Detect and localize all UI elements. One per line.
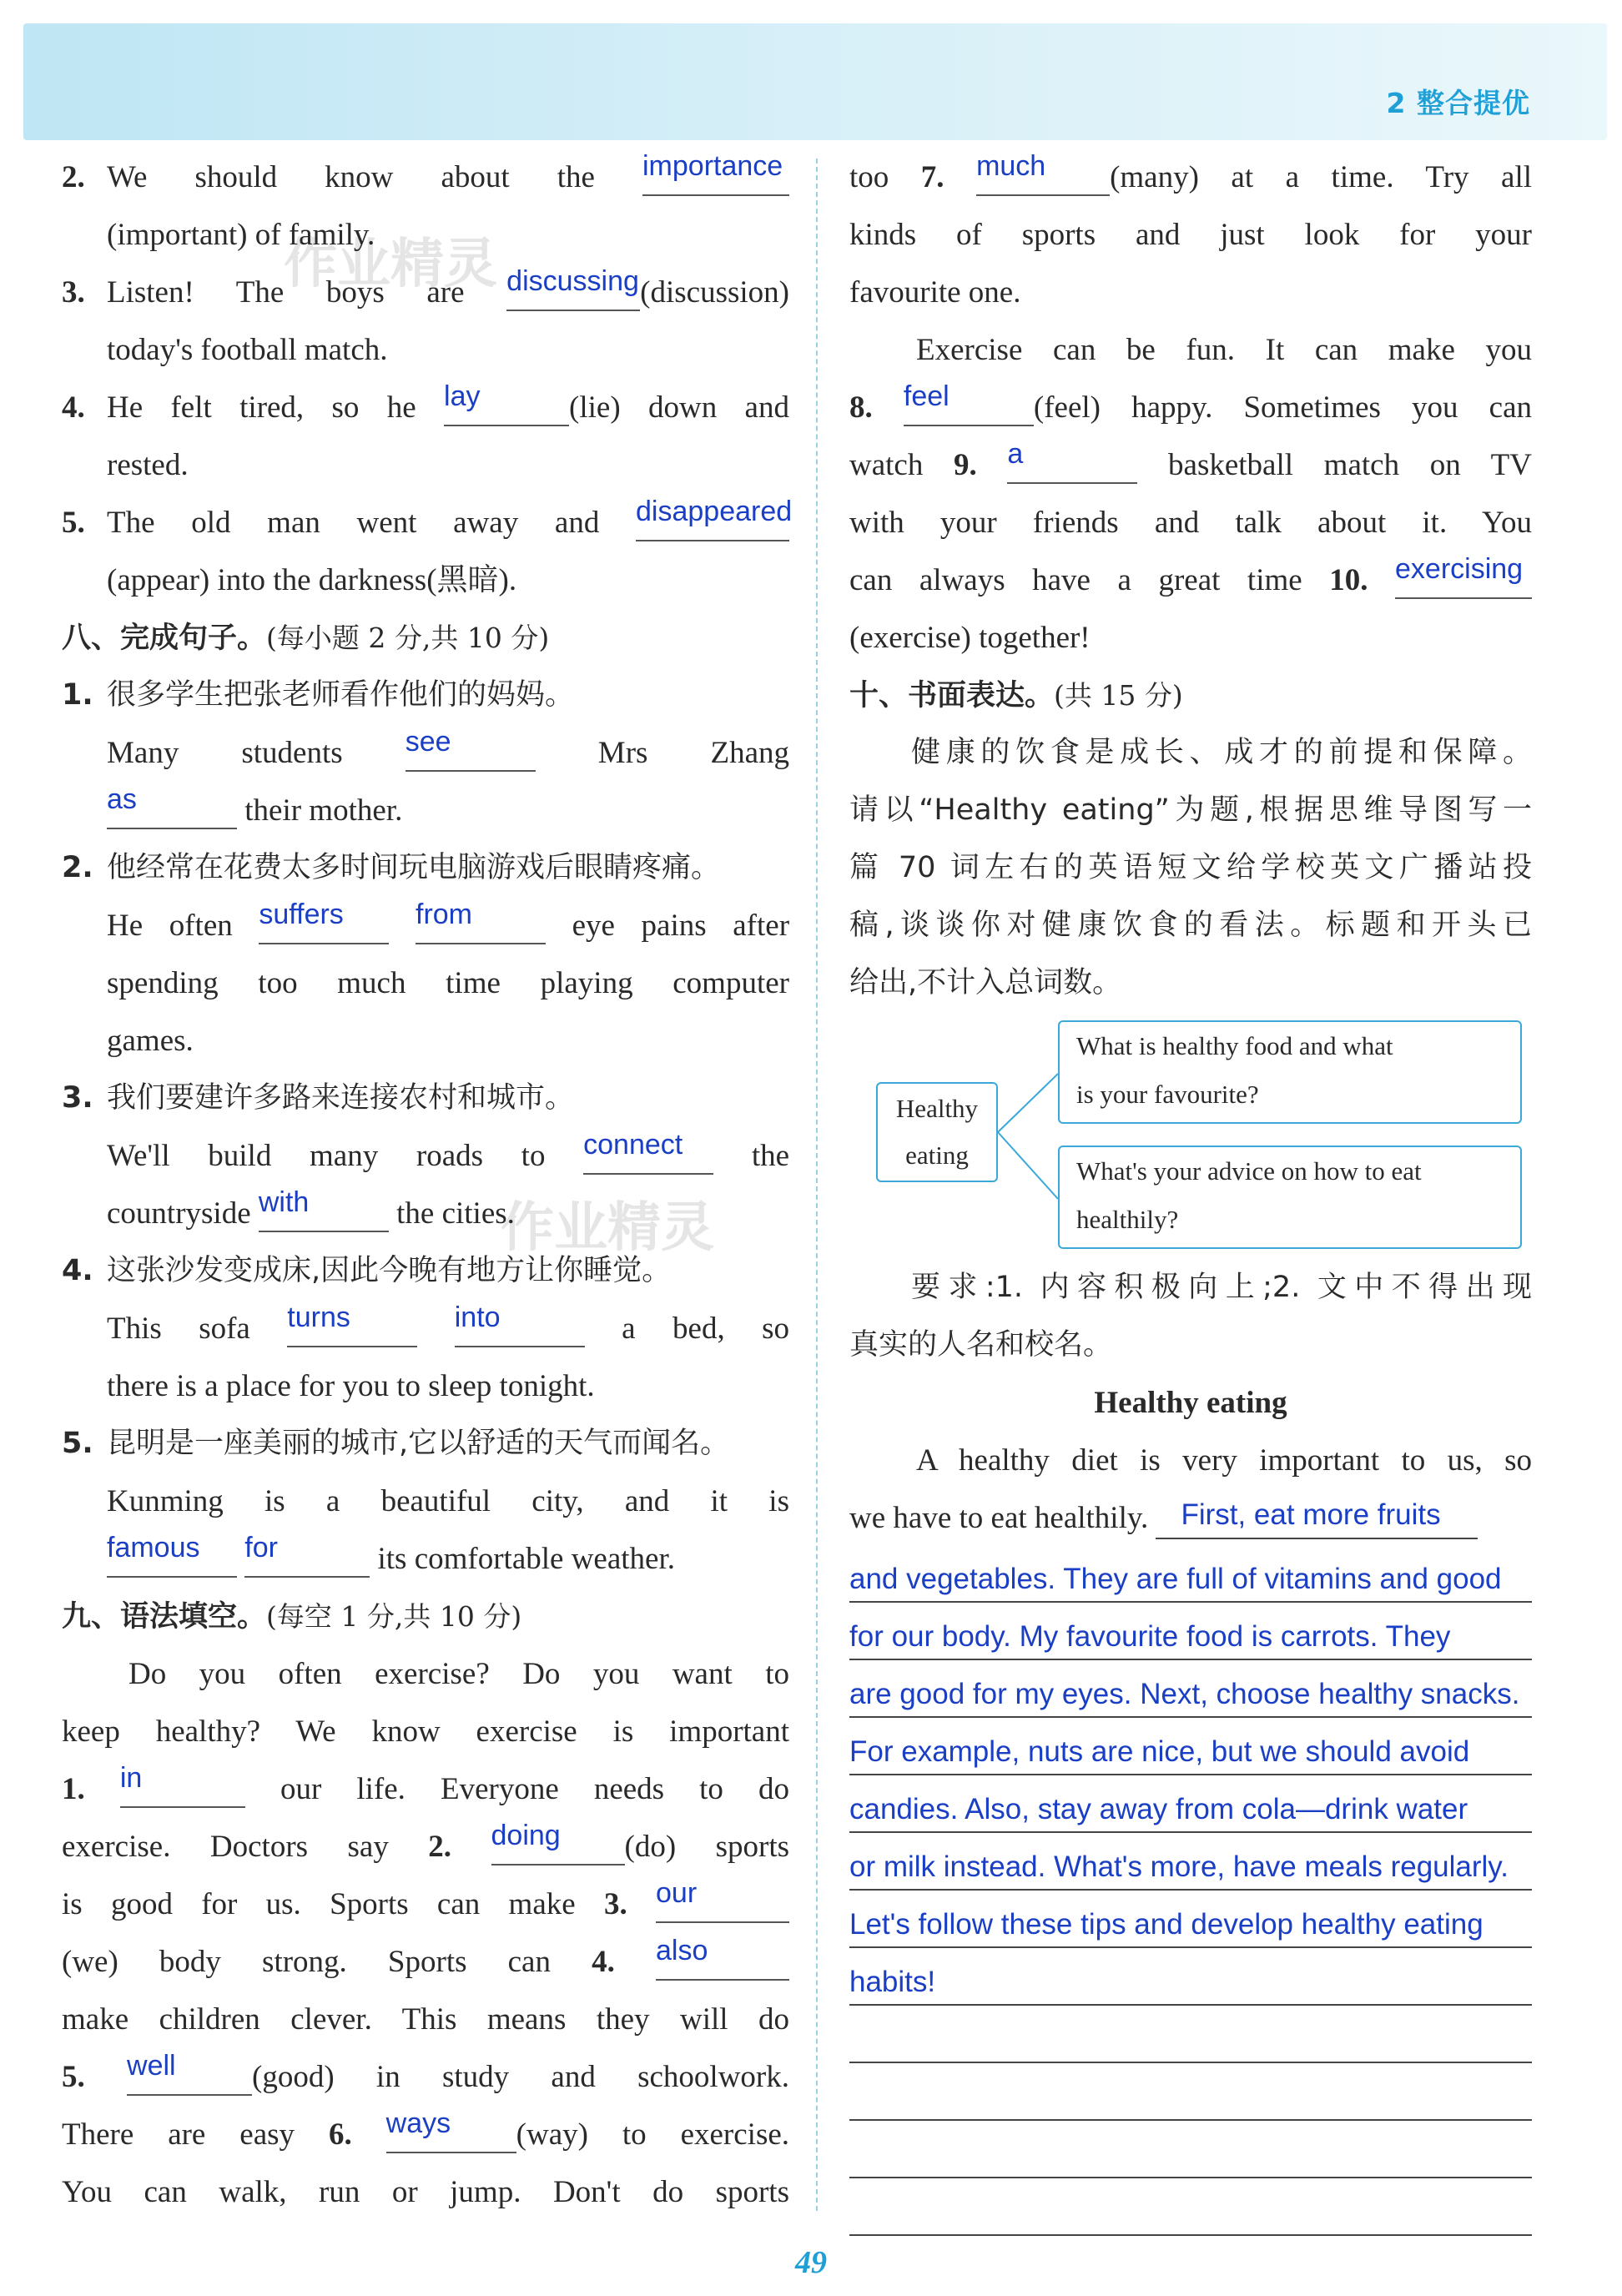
watermark: 作业精灵 [501,1197,714,1259]
right-column: too 7. much (many) at a time. Try all kinds of sports and just look for your favourite one. Exercise can be fun. It can make you 8. feel (feel) happy. Sometimes you can watch 9. a basketball match on TV with your friends and talk about it. You can always have a great time 10. exercising (exercise) together! 十、书面表达。(共 15 分) 健康的饮食是成长、成才的前提和保障。 请以“Healthy eating”为题,根据思维导图写一 篇 70 词左右的英语短文给学校英文广播站投 稿,谈谈你对健康饮食的看法。标题和开头已 给出,不计入总词数。 Healthy eating What is healthy food and what is your favourite? What's your advice on how to eat healthily? 要求:1. 内容积极向上;2. 文中不得出现 真实的人名和校名。 Healthy eating A healthy diet is very important to us, so we have to eat healthily. First, eat more fruits and vegetables. They are full of vitamins and good for our body. My favourite food is carrots. They are good for my eyes. Next, choose healthy snacks. For example, nuts are nice, but we should avoid candies. Also, stay away from cola—drink water or milk instead. What's more, have meals regularly. Let's follow these tips and develop healthy eating habits! [849,149,1532,2236]
exercise-line: Many students see Mrs Zhang [107,726,789,770]
exercise-line: there is a place for you to sleep tonight. [107,1369,595,1403]
answer-blank[interactable]: a [1007,446,1137,484]
essay-line[interactable]: candies. Also, stay away from cola—drink water [849,1775,1532,1833]
page-number: 49 [795,2245,827,2280]
section-heading: 十、书面表达。(共 15 分) [849,679,1183,712]
essay-line[interactable]: are good for my eyes. Next, choose healthy snacks. [849,1660,1532,1718]
header-banner [23,23,1607,140]
exercise-line: famous for its comfortable weather. [107,1532,676,1576]
essay-line[interactable]: or milk instead. What's more, have meals regularly. [849,1833,1532,1891]
section-heading: 八、完成句子。(每小题 2 分,共 10 分) [62,622,550,655]
answer-blank[interactable]: connect [583,1136,713,1175]
grammar-passage: Do you often exercise? Do you want to keep healthy? We know exercise is important 1. in our life. Everyone needs to do exercise. Doctors say 2. doing (do) sports is good for us. Sports can make 3. our (we) body strong. Sports can 4. also make children clever. This means they will do 5. well (good) in study and schoolwork. There are easy 6. ways (way) to exercise. You can walk, run or jump. Don't do sports [62,1657,790,2209]
answer-blank[interactable]: importance [642,158,789,196]
answer-blank[interactable]: for [244,1539,370,1578]
requirements: 要求:1. 内容积极向上;2. 文中不得出现 [911,1271,1532,1304]
exercise-line: This sofa turns into a bed, so [107,1302,790,1346]
exercise-line: 3. 我们要建许多路来连接农村和城市。 [62,1081,575,1115]
exercise-line: games. [107,1024,194,1058]
section-label: 2 整合提优 [1386,87,1530,119]
essay-line[interactable] [849,2178,1532,2236]
watermark: 作业精灵 [284,234,497,295]
answer-blank[interactable]: doing [491,1827,625,1866]
writing-prompt: 健康的饮食是成长、成才的前提和保障。 [911,736,1532,769]
exercise-line: 2. We should know about the importance [107,149,789,206]
essay-line[interactable]: and vegetables. They are full of vitamins and good [849,1545,1532,1603]
exercise-line: 4. 这张沙发变成床,因此今晚有地方让你睡觉。 [62,1254,672,1287]
left-column [62,149,793,2221]
essay-title: Healthy eating [1094,1386,1287,1420]
essay-line[interactable]: we have to eat healthily. First, eat more fruits [849,1489,1532,1545]
exercise-line: as their mother. [107,783,403,828]
column-divider [816,159,818,2211]
exercise-line: 3. Listen! The boys are discussing(discussion) [62,265,789,310]
essay-line[interactable]: Let's follow these tips and develop healthy eating [849,1891,1532,1948]
answer-blank[interactable]: with [259,1194,389,1232]
mind-map-question-2: What's your advice on how to eat healthily? [1058,1145,1522,1249]
exercise-line: (important) of family. [107,218,375,252]
exercise-line: countryside with the cities. [107,1186,515,1231]
section-heading: 九、语法填空。(每空 1 分,共 10 分) [62,1600,522,1634]
exercise-line: today's football match. [107,333,388,367]
answer-blank[interactable]: suffers [259,906,389,944]
essay-line[interactable]: habits! [849,1948,1532,2006]
answer-blank[interactable]: ways [386,2115,516,2153]
exercise-line: He often suffers from eye pains after [107,899,790,943]
answer-blank[interactable]: feel [904,388,1034,426]
mind-map [849,1019,1532,1234]
essay-line[interactable] [849,2063,1532,2121]
answer-blank[interactable]: exercising [1395,561,1532,599]
exercise-line: 5. 昆明是一座美丽的城市,它以舒适的天气而闻名。 [62,1427,730,1460]
answer-blank[interactable]: disappeared [636,503,789,541]
mind-map-center: Healthy eating [876,1082,998,1182]
answer-blank[interactable]: discussing [506,273,640,311]
answer-blank[interactable]: in [120,1770,245,1808]
essay-line[interactable]: for our body. My favourite food is carrots. They [849,1603,1532,1660]
exercise-line: rested. [107,448,189,482]
answer-blank[interactable]: also [656,1942,789,1981]
exercise-line: spending too much time playing computer [107,966,789,1000]
answer-blank[interactable]: turns [287,1309,417,1347]
answer-blank[interactable]: see [406,733,536,772]
exercise-line: Kunming is a beautiful city, and it is [107,1484,789,1518]
exercise-line: 2. 他经常在花费太多时间玩电脑游戏后眼睛疼痛。 [62,851,721,884]
answer-blank[interactable]: lay [444,388,569,426]
exercise-line: 4. He felt tired, so he lay (lie) down and [62,380,789,425]
answer-blank[interactable]: into [455,1309,585,1347]
exercise-line: 5. The old man went away and disappeared [62,496,793,540]
answer-blank[interactable]: well [127,2057,252,2096]
essay-line[interactable]: For example, nuts are nice, but we should avoid [849,1718,1532,1775]
answer-blank[interactable]: famous [107,1539,237,1578]
answer-blank[interactable]: from [416,906,546,944]
answer-blank[interactable]: as [107,791,237,829]
essay-line[interactable] [849,2121,1532,2178]
answer-blank[interactable]: our [656,1885,789,1923]
answer-blank[interactable]: much [976,158,1110,196]
exercise-line: We'll build many roads to connect the [107,1129,790,1173]
exercise-line: (appear) into the darkness(黑暗). [107,563,517,597]
exercise-line: 1. 很多学生把张老师看作他们的妈妈。 [62,678,575,712]
mind-map-question-1: What is healthy food and what is your favourite? [1058,1020,1522,1124]
essay-line[interactable] [849,2006,1532,2063]
